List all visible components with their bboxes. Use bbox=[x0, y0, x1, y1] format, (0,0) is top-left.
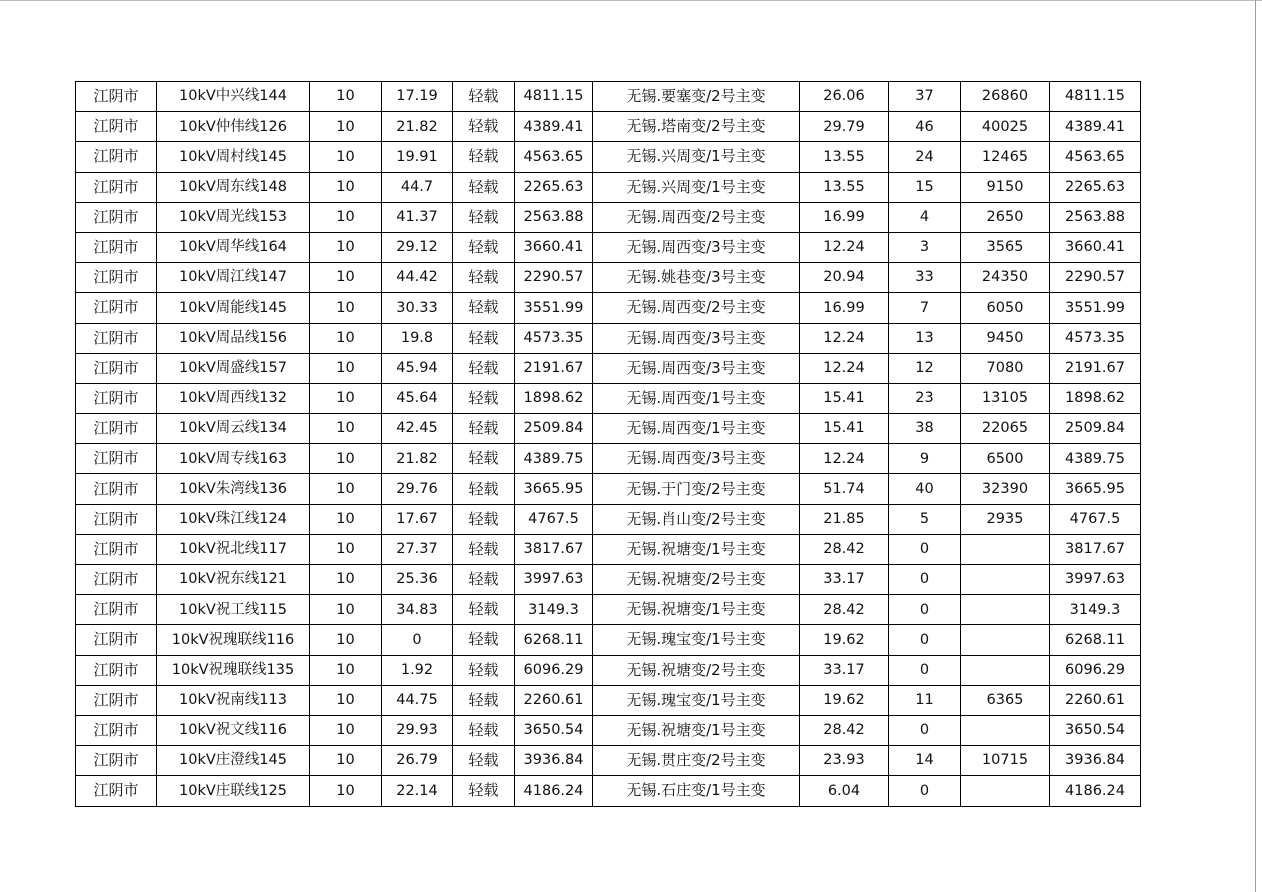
table-row bbox=[76, 263, 1141, 293]
city-cell: 江阴市 bbox=[76, 534, 157, 564]
installed-cell: 32390 bbox=[961, 474, 1050, 504]
installed-cell bbox=[961, 534, 1050, 564]
source-transformer-cell: 无锡.兴周变/1号主变 bbox=[593, 142, 800, 172]
voltage-cell: 10 bbox=[310, 263, 382, 293]
table-row bbox=[76, 172, 1141, 202]
transformer-rate-cell: 15.41 bbox=[800, 383, 889, 413]
count-cell: 3 bbox=[889, 232, 961, 262]
load-rate-cell: 27.37 bbox=[382, 534, 453, 564]
installed-cell bbox=[961, 776, 1050, 806]
load-status-cell: 轻载 bbox=[453, 353, 515, 383]
transformer-rate-cell: 6.04 bbox=[800, 776, 889, 806]
load-status-cell: 轻载 bbox=[453, 474, 515, 504]
voltage-cell: 10 bbox=[310, 172, 382, 202]
capacity-cell: 2509.84 bbox=[515, 414, 593, 444]
load-rate-cell: 1.92 bbox=[382, 655, 453, 685]
city-cell: 江阴市 bbox=[76, 504, 157, 534]
city-cell: 江阴市 bbox=[76, 655, 157, 685]
voltage-cell: 10 bbox=[310, 444, 382, 474]
count-cell: 37 bbox=[889, 82, 961, 112]
count-cell: 38 bbox=[889, 414, 961, 444]
transformer-rate-cell: 23.93 bbox=[800, 746, 889, 776]
available-capacity-cell: 1898.62 bbox=[1050, 383, 1141, 413]
source-transformer-cell: 无锡.瑰宝变/1号主变 bbox=[593, 685, 800, 715]
transformer-rate-cell: 12.24 bbox=[800, 323, 889, 353]
load-rate-cell: 41.37 bbox=[382, 202, 453, 232]
load-rate-cell: 45.94 bbox=[382, 353, 453, 383]
installed-cell: 12465 bbox=[961, 142, 1050, 172]
city-cell: 江阴市 bbox=[76, 202, 157, 232]
capacity-cell: 3817.67 bbox=[515, 534, 593, 564]
voltage-cell: 10 bbox=[310, 625, 382, 655]
source-transformer-cell: 无锡.周西变/3号主变 bbox=[593, 323, 800, 353]
city-cell: 江阴市 bbox=[76, 323, 157, 353]
source-transformer-cell: 无锡.周西变/1号主变 bbox=[593, 414, 800, 444]
capacity-cell: 3936.84 bbox=[515, 746, 593, 776]
voltage-cell: 10 bbox=[310, 142, 382, 172]
table-row bbox=[76, 232, 1141, 262]
installed-cell: 9150 bbox=[961, 172, 1050, 202]
installed-cell: 3565 bbox=[961, 232, 1050, 262]
transformer-rate-cell: 21.85 bbox=[800, 504, 889, 534]
available-capacity-cell: 4186.24 bbox=[1050, 776, 1141, 806]
capacity-cell: 4186.24 bbox=[515, 776, 593, 806]
transformer-rate-cell: 16.99 bbox=[800, 293, 889, 323]
available-capacity-cell: 2563.88 bbox=[1050, 202, 1141, 232]
source-transformer-cell: 无锡.周西变/1号主变 bbox=[593, 383, 800, 413]
load-status-cell: 轻载 bbox=[453, 715, 515, 745]
source-transformer-cell: 无锡.祝塘变/1号主变 bbox=[593, 715, 800, 745]
load-status-cell: 轻载 bbox=[453, 625, 515, 655]
voltage-cell: 10 bbox=[310, 82, 382, 112]
load-status-cell: 轻载 bbox=[453, 323, 515, 353]
line-name-cell: 10kV祝文线116 bbox=[157, 715, 310, 745]
voltage-cell: 10 bbox=[310, 565, 382, 595]
city-cell: 江阴市 bbox=[76, 746, 157, 776]
table-row bbox=[76, 323, 1141, 353]
source-transformer-cell: 无锡.祝塘变/2号主变 bbox=[593, 565, 800, 595]
capacity-cell: 2563.88 bbox=[515, 202, 593, 232]
installed-cell: 6365 bbox=[961, 685, 1050, 715]
transformer-rate-cell: 12.24 bbox=[800, 444, 889, 474]
feeder-capacity-table bbox=[75, 81, 1141, 807]
load-rate-cell: 44.7 bbox=[382, 172, 453, 202]
source-transformer-cell: 无锡.瑰宝变/1号主变 bbox=[593, 625, 800, 655]
city-cell: 江阴市 bbox=[76, 82, 157, 112]
load-status-cell: 轻载 bbox=[453, 232, 515, 262]
load-status-cell: 轻载 bbox=[453, 444, 515, 474]
count-cell: 0 bbox=[889, 776, 961, 806]
load-rate-cell: 17.67 bbox=[382, 504, 453, 534]
voltage-cell: 10 bbox=[310, 685, 382, 715]
voltage-cell: 10 bbox=[310, 474, 382, 504]
load-status-cell: 轻载 bbox=[453, 685, 515, 715]
table-row bbox=[76, 383, 1141, 413]
installed-cell: 6500 bbox=[961, 444, 1050, 474]
voltage-cell: 10 bbox=[310, 293, 382, 323]
line-name-cell: 10kV周盛线157 bbox=[157, 353, 310, 383]
load-status-cell: 轻载 bbox=[453, 202, 515, 232]
city-cell: 江阴市 bbox=[76, 353, 157, 383]
transformer-rate-cell: 28.42 bbox=[800, 534, 889, 564]
available-capacity-cell: 3665.95 bbox=[1050, 474, 1141, 504]
voltage-cell: 10 bbox=[310, 323, 382, 353]
voltage-cell: 10 bbox=[310, 715, 382, 745]
transformer-rate-cell: 28.42 bbox=[800, 595, 889, 625]
source-transformer-cell: 无锡.周西变/3号主变 bbox=[593, 353, 800, 383]
capacity-cell: 4811.15 bbox=[515, 82, 593, 112]
count-cell: 5 bbox=[889, 504, 961, 534]
line-name-cell: 10kV祝瑰联线135 bbox=[157, 655, 310, 685]
load-status-cell: 轻载 bbox=[453, 293, 515, 323]
page-top-border bbox=[0, 0, 1262, 1]
table-row bbox=[76, 776, 1141, 806]
line-name-cell: 10kV仲伟线126 bbox=[157, 112, 310, 142]
available-capacity-cell: 4389.75 bbox=[1050, 444, 1141, 474]
load-rate-cell: 26.79 bbox=[382, 746, 453, 776]
available-capacity-cell: 4573.35 bbox=[1050, 323, 1141, 353]
count-cell: 14 bbox=[889, 746, 961, 776]
city-cell: 江阴市 bbox=[76, 625, 157, 655]
transformer-rate-cell: 19.62 bbox=[800, 685, 889, 715]
installed-cell: 2935 bbox=[961, 504, 1050, 534]
table-row bbox=[76, 444, 1141, 474]
city-cell: 江阴市 bbox=[76, 172, 157, 202]
load-rate-cell: 19.91 bbox=[382, 142, 453, 172]
source-transformer-cell: 无锡.祝塘变/2号主变 bbox=[593, 655, 800, 685]
voltage-cell: 10 bbox=[310, 353, 382, 383]
available-capacity-cell: 3650.54 bbox=[1050, 715, 1141, 745]
installed-cell: 26860 bbox=[961, 82, 1050, 112]
source-transformer-cell: 无锡.周西变/3号主变 bbox=[593, 444, 800, 474]
table-row bbox=[76, 414, 1141, 444]
voltage-cell: 10 bbox=[310, 202, 382, 232]
installed-cell: 40025 bbox=[961, 112, 1050, 142]
capacity-cell: 2265.63 bbox=[515, 172, 593, 202]
load-status-cell: 轻载 bbox=[453, 504, 515, 534]
available-capacity-cell: 2260.61 bbox=[1050, 685, 1141, 715]
source-transformer-cell: 无锡.周西变/3号主变 bbox=[593, 232, 800, 262]
table-row bbox=[76, 746, 1141, 776]
count-cell: 0 bbox=[889, 534, 961, 564]
installed-cell bbox=[961, 655, 1050, 685]
transformer-rate-cell: 13.55 bbox=[800, 172, 889, 202]
load-rate-cell: 17.19 bbox=[382, 82, 453, 112]
source-transformer-cell: 无锡.姚巷变/3号主变 bbox=[593, 263, 800, 293]
installed-cell bbox=[961, 625, 1050, 655]
table-row bbox=[76, 112, 1141, 142]
count-cell: 46 bbox=[889, 112, 961, 142]
source-transformer-cell: 无锡.贯庄变/2号主变 bbox=[593, 746, 800, 776]
line-name-cell: 10kV祝东线121 bbox=[157, 565, 310, 595]
transformer-rate-cell: 33.17 bbox=[800, 565, 889, 595]
line-name-cell: 10kV周东线148 bbox=[157, 172, 310, 202]
city-cell: 江阴市 bbox=[76, 444, 157, 474]
installed-cell bbox=[961, 715, 1050, 745]
count-cell: 4 bbox=[889, 202, 961, 232]
source-transformer-cell: 无锡.肖山变/2号主变 bbox=[593, 504, 800, 534]
city-cell: 江阴市 bbox=[76, 474, 157, 504]
transformer-rate-cell: 19.62 bbox=[800, 625, 889, 655]
load-status-cell: 轻载 bbox=[453, 82, 515, 112]
line-name-cell: 10kV祝北线117 bbox=[157, 534, 310, 564]
load-status-cell: 轻载 bbox=[453, 595, 515, 625]
count-cell: 0 bbox=[889, 655, 961, 685]
installed-cell: 6050 bbox=[961, 293, 1050, 323]
installed-cell: 22065 bbox=[961, 414, 1050, 444]
voltage-cell: 10 bbox=[310, 414, 382, 444]
source-transformer-cell: 无锡.祝塘变/1号主变 bbox=[593, 595, 800, 625]
count-cell: 0 bbox=[889, 565, 961, 595]
table-row bbox=[76, 685, 1141, 715]
line-name-cell: 10kV周专线163 bbox=[157, 444, 310, 474]
load-status-cell: 轻载 bbox=[453, 263, 515, 293]
available-capacity-cell: 3551.99 bbox=[1050, 293, 1141, 323]
load-status-cell: 轻载 bbox=[453, 534, 515, 564]
load-status-cell: 轻载 bbox=[453, 565, 515, 595]
load-rate-cell: 21.82 bbox=[382, 444, 453, 474]
available-capacity-cell: 4767.5 bbox=[1050, 504, 1141, 534]
installed-cell: 13105 bbox=[961, 383, 1050, 413]
table-row bbox=[76, 353, 1141, 383]
table-row bbox=[76, 565, 1141, 595]
line-name-cell: 10kV周能线145 bbox=[157, 293, 310, 323]
table-row bbox=[76, 625, 1141, 655]
city-cell: 江阴市 bbox=[76, 715, 157, 745]
line-name-cell: 10kV周云线134 bbox=[157, 414, 310, 444]
installed-cell: 2650 bbox=[961, 202, 1050, 232]
load-status-cell: 轻载 bbox=[453, 776, 515, 806]
source-transformer-cell: 无锡.祝塘变/1号主变 bbox=[593, 534, 800, 564]
available-capacity-cell: 4389.41 bbox=[1050, 112, 1141, 142]
table-row bbox=[76, 655, 1141, 685]
load-rate-cell: 30.33 bbox=[382, 293, 453, 323]
capacity-cell: 3997.63 bbox=[515, 565, 593, 595]
load-rate-cell: 29.12 bbox=[382, 232, 453, 262]
source-transformer-cell: 无锡.兴周变/1号主变 bbox=[593, 172, 800, 202]
city-cell: 江阴市 bbox=[76, 142, 157, 172]
voltage-cell: 10 bbox=[310, 232, 382, 262]
capacity-cell: 2260.61 bbox=[515, 685, 593, 715]
available-capacity-cell: 3660.41 bbox=[1050, 232, 1141, 262]
count-cell: 7 bbox=[889, 293, 961, 323]
capacity-cell: 4389.41 bbox=[515, 112, 593, 142]
transformer-rate-cell: 51.74 bbox=[800, 474, 889, 504]
installed-cell: 10715 bbox=[961, 746, 1050, 776]
line-name-cell: 10kV周江线147 bbox=[157, 263, 310, 293]
installed-cell bbox=[961, 565, 1050, 595]
load-rate-cell: 29.76 bbox=[382, 474, 453, 504]
transformer-rate-cell: 28.42 bbox=[800, 715, 889, 745]
line-name-cell: 10kV周品线156 bbox=[157, 323, 310, 353]
table-row bbox=[76, 202, 1141, 232]
load-status-cell: 轻载 bbox=[453, 746, 515, 776]
available-capacity-cell: 3997.63 bbox=[1050, 565, 1141, 595]
city-cell: 江阴市 bbox=[76, 112, 157, 142]
transformer-rate-cell: 20.94 bbox=[800, 263, 889, 293]
count-cell: 0 bbox=[889, 595, 961, 625]
load-status-cell: 轻载 bbox=[453, 142, 515, 172]
load-rate-cell: 34.83 bbox=[382, 595, 453, 625]
available-capacity-cell: 2290.57 bbox=[1050, 263, 1141, 293]
line-name-cell: 10kV祝瑰联线116 bbox=[157, 625, 310, 655]
capacity-cell: 2191.67 bbox=[515, 353, 593, 383]
table-row bbox=[76, 293, 1141, 323]
load-status-cell: 轻载 bbox=[453, 414, 515, 444]
voltage-cell: 10 bbox=[310, 595, 382, 625]
voltage-cell: 10 bbox=[310, 776, 382, 806]
load-rate-cell: 44.42 bbox=[382, 263, 453, 293]
available-capacity-cell: 3149.3 bbox=[1050, 595, 1141, 625]
count-cell: 9 bbox=[889, 444, 961, 474]
voltage-cell: 10 bbox=[310, 383, 382, 413]
line-name-cell: 10kV珠江线124 bbox=[157, 504, 310, 534]
city-cell: 江阴市 bbox=[76, 565, 157, 595]
installed-cell bbox=[961, 595, 1050, 625]
line-name-cell: 10kV周光线153 bbox=[157, 202, 310, 232]
line-name-cell: 10kV朱湾线136 bbox=[157, 474, 310, 504]
load-rate-cell: 22.14 bbox=[382, 776, 453, 806]
count-cell: 0 bbox=[889, 715, 961, 745]
capacity-cell: 1898.62 bbox=[515, 383, 593, 413]
capacity-cell: 4573.35 bbox=[515, 323, 593, 353]
capacity-cell: 3665.95 bbox=[515, 474, 593, 504]
capacity-cell: 4767.5 bbox=[515, 504, 593, 534]
count-cell: 15 bbox=[889, 172, 961, 202]
voltage-cell: 10 bbox=[310, 746, 382, 776]
source-transformer-cell: 无锡.塔南变/2号主变 bbox=[593, 112, 800, 142]
transformer-rate-cell: 12.24 bbox=[800, 353, 889, 383]
capacity-cell: 4563.65 bbox=[515, 142, 593, 172]
capacity-cell: 4389.75 bbox=[515, 444, 593, 474]
load-rate-cell: 19.8 bbox=[382, 323, 453, 353]
line-name-cell: 10kV庄联线125 bbox=[157, 776, 310, 806]
available-capacity-cell: 3817.67 bbox=[1050, 534, 1141, 564]
capacity-cell: 6268.11 bbox=[515, 625, 593, 655]
table-row bbox=[76, 82, 1141, 112]
load-rate-cell: 21.82 bbox=[382, 112, 453, 142]
load-rate-cell: 25.36 bbox=[382, 565, 453, 595]
load-rate-cell: 29.93 bbox=[382, 715, 453, 745]
transformer-rate-cell: 29.79 bbox=[800, 112, 889, 142]
count-cell: 0 bbox=[889, 625, 961, 655]
city-cell: 江阴市 bbox=[76, 776, 157, 806]
voltage-cell: 10 bbox=[310, 504, 382, 534]
transformer-rate-cell: 16.99 bbox=[800, 202, 889, 232]
count-cell: 24 bbox=[889, 142, 961, 172]
capacity-cell: 6096.29 bbox=[515, 655, 593, 685]
source-transformer-cell: 无锡.石庄变/1号主变 bbox=[593, 776, 800, 806]
table-row bbox=[76, 504, 1141, 534]
count-cell: 40 bbox=[889, 474, 961, 504]
line-name-cell: 10kV祝工线115 bbox=[157, 595, 310, 625]
capacity-cell: 3551.99 bbox=[515, 293, 593, 323]
table-row bbox=[76, 142, 1141, 172]
line-name-cell: 10kV周华线164 bbox=[157, 232, 310, 262]
line-name-cell: 10kV周西线132 bbox=[157, 383, 310, 413]
line-name-cell: 10kV庄澄线145 bbox=[157, 746, 310, 776]
available-capacity-cell: 4811.15 bbox=[1050, 82, 1141, 112]
page-right-border bbox=[1255, 0, 1256, 892]
city-cell: 江阴市 bbox=[76, 263, 157, 293]
count-cell: 33 bbox=[889, 263, 961, 293]
transformer-rate-cell: 12.24 bbox=[800, 232, 889, 262]
available-capacity-cell: 2509.84 bbox=[1050, 414, 1141, 444]
available-capacity-cell: 3936.84 bbox=[1050, 746, 1141, 776]
table-row bbox=[76, 595, 1141, 625]
capacity-cell: 3660.41 bbox=[515, 232, 593, 262]
count-cell: 23 bbox=[889, 383, 961, 413]
count-cell: 12 bbox=[889, 353, 961, 383]
city-cell: 江阴市 bbox=[76, 383, 157, 413]
capacity-cell: 2290.57 bbox=[515, 263, 593, 293]
transformer-rate-cell: 26.06 bbox=[800, 82, 889, 112]
line-name-cell: 10kV祝南线113 bbox=[157, 685, 310, 715]
source-transformer-cell: 无锡.要塞变/2号主变 bbox=[593, 82, 800, 112]
available-capacity-cell: 6268.11 bbox=[1050, 625, 1141, 655]
installed-cell: 24350 bbox=[961, 263, 1050, 293]
load-rate-cell: 45.64 bbox=[382, 383, 453, 413]
table-row bbox=[76, 474, 1141, 504]
installed-cell: 7080 bbox=[961, 353, 1050, 383]
voltage-cell: 10 bbox=[310, 655, 382, 685]
available-capacity-cell: 2191.67 bbox=[1050, 353, 1141, 383]
line-name-cell: 10kV周村线145 bbox=[157, 142, 310, 172]
transformer-rate-cell: 15.41 bbox=[800, 414, 889, 444]
city-cell: 江阴市 bbox=[76, 293, 157, 323]
city-cell: 江阴市 bbox=[76, 232, 157, 262]
load-status-cell: 轻载 bbox=[453, 383, 515, 413]
capacity-cell: 3650.54 bbox=[515, 715, 593, 745]
transformer-rate-cell: 13.55 bbox=[800, 142, 889, 172]
source-transformer-cell: 无锡.周西变/2号主变 bbox=[593, 202, 800, 232]
table-row bbox=[76, 534, 1141, 564]
count-cell: 13 bbox=[889, 323, 961, 353]
city-cell: 江阴市 bbox=[76, 685, 157, 715]
available-capacity-cell: 2265.63 bbox=[1050, 172, 1141, 202]
load-status-cell: 轻载 bbox=[453, 172, 515, 202]
table-row bbox=[76, 715, 1141, 745]
load-status-cell: 轻载 bbox=[453, 112, 515, 142]
available-capacity-cell: 6096.29 bbox=[1050, 655, 1141, 685]
city-cell: 江阴市 bbox=[76, 595, 157, 625]
source-transformer-cell: 无锡.于门变/2号主变 bbox=[593, 474, 800, 504]
installed-cell: 9450 bbox=[961, 323, 1050, 353]
load-rate-cell: 42.45 bbox=[382, 414, 453, 444]
load-rate-cell: 44.75 bbox=[382, 685, 453, 715]
count-cell: 11 bbox=[889, 685, 961, 715]
line-name-cell: 10kV中兴线144 bbox=[157, 82, 310, 112]
available-capacity-cell: 4563.65 bbox=[1050, 142, 1141, 172]
city-cell: 江阴市 bbox=[76, 414, 157, 444]
load-rate-cell: 0 bbox=[382, 625, 453, 655]
voltage-cell: 10 bbox=[310, 112, 382, 142]
capacity-cell: 3149.3 bbox=[515, 595, 593, 625]
transformer-rate-cell: 33.17 bbox=[800, 655, 889, 685]
load-status-cell: 轻载 bbox=[453, 655, 515, 685]
table-body bbox=[76, 82, 1141, 807]
voltage-cell: 10 bbox=[310, 534, 382, 564]
source-transformer-cell: 无锡.周西变/2号主变 bbox=[593, 293, 800, 323]
